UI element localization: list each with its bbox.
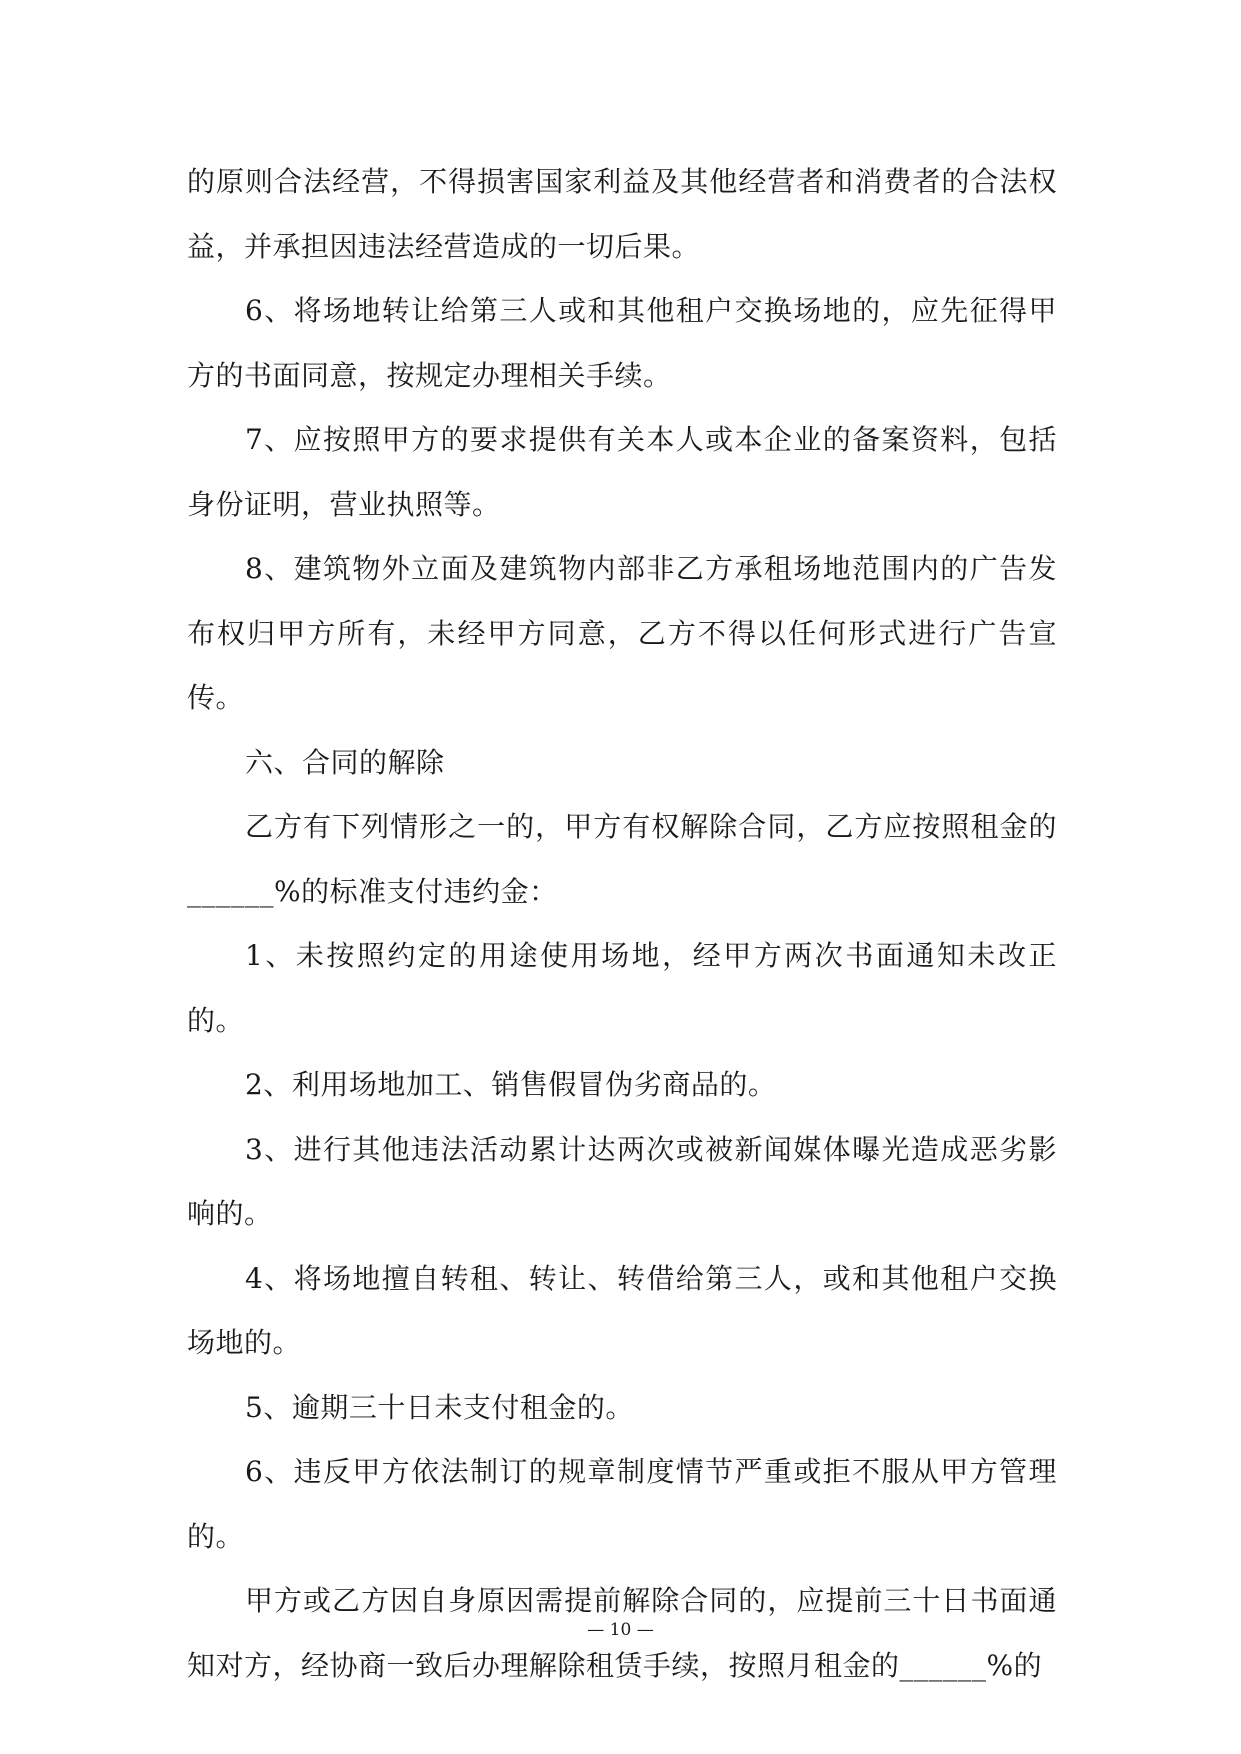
early-termination-paragraph: 甲方或乙方因自身原因需提前解除合同的，应提前三十日书面通知对方，经协商一致后办理解除租赁手续，按照月租金的______%的 [187, 1584, 1057, 1682]
termination-item-6: 6、违反甲方依法制订的规章制度情节严重或拒不服从甲方管理的。 [187, 1455, 1057, 1553]
termination-item-4: 4、将场地擅自转租、转让、转借给第三人，或和其他租户交换场地的。 [187, 1261, 1057, 1359]
document-body [187, 150, 1057, 1698]
clause-8-advertising: 8、建筑物外立面及建筑物内部非乙方承租场地范围内的广告发布权归甲方所有，未经甲方同意，乙方不得以任何形式进行广告宣传。 [187, 552, 1057, 714]
page-number: — 10 — [587, 1620, 654, 1640]
termination-item-5: 5、逾期三十日未支付租金的。 [245, 1390, 634, 1424]
termination-intro: 乙方有下列情形之一的，甲方有权解除合同，乙方应按照租金的______%的标准支付违约金： [187, 810, 1057, 908]
termination-item-3: 3、进行其他违法活动累计达两次或被新闻媒体曝光造成恶劣影响的。 [187, 1132, 1057, 1230]
termination-item-1: 1、未按照约定的用途使用场地，经甲方两次书面通知未改正的。 [187, 939, 1057, 1037]
clause-6-transfer: 6、将场地转让给第三人或和其他租户交换场地的，应先征得甲方的书面同意，按规定办理相关手续。 [187, 294, 1057, 392]
paragraph-continuation: 的原则合法经营，不得损害国家利益及其他经营者和消费者的合法权益，并承担因违法经营造成的一切后果。 [187, 165, 1057, 263]
document-page [187, 0, 1057, 1754]
clause-7-records: 7、应按照甲方的要求提供有关本人或本企业的备案资料，包括身份证明，营业执照等。 [187, 423, 1057, 521]
termination-item-2: 2、利用场地加工、销售假冒伪劣商品的。 [245, 1068, 777, 1101]
section-heading-termination: 六、合同的解除 [245, 745, 445, 779]
